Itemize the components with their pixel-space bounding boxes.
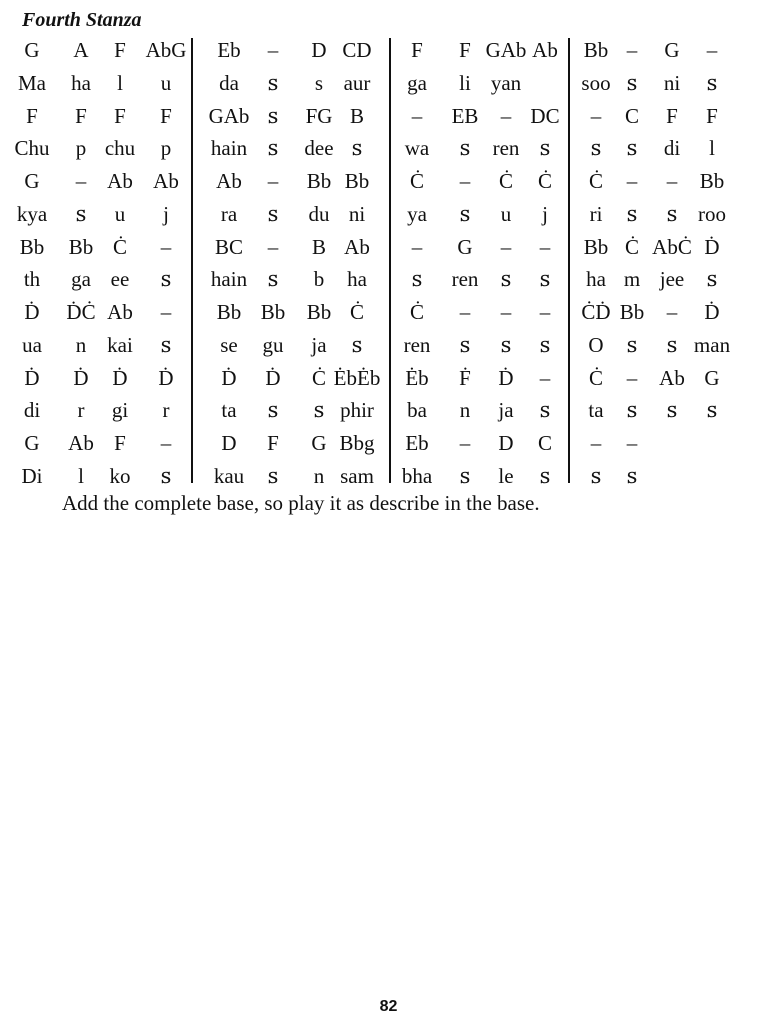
note-cell: DC (530, 103, 560, 128)
lyric-cell: ꜱ (539, 332, 551, 357)
lyric-cell: ren (492, 136, 520, 161)
lyric-cell: ꜱ (706, 398, 718, 423)
lyric-cell: ꜱ (267, 398, 279, 423)
note-cell: F (411, 38, 423, 62)
lyric-cell: ꜱ (500, 267, 512, 292)
lyric-cell: li (459, 70, 471, 95)
note-cell: – (500, 103, 512, 128)
note-cell: Bb (19, 234, 45, 259)
note-cell: – (500, 234, 512, 259)
lyric-cell: ꜱ (539, 136, 551, 161)
lyric-cell: ni (348, 201, 366, 226)
lyric-cell: ga (71, 267, 91, 292)
note-cell: – (666, 300, 678, 324)
note-cell: Ċ (588, 169, 604, 193)
lyric-cell: kai (107, 332, 133, 357)
lyric-cell: ꜱ (459, 201, 471, 226)
lyric-cell: ꜱ (539, 267, 551, 292)
lyric-cell: l (709, 136, 715, 161)
lyric-cell: ꜱ (626, 463, 638, 488)
note-cell: Ab (107, 300, 133, 324)
note-cell: ĖbĖb (333, 365, 381, 390)
lyric-cell: ni (663, 70, 681, 95)
note-cell: – (539, 365, 551, 390)
note-cell: – (160, 300, 172, 324)
lyric-cell: ꜱ (626, 398, 638, 423)
lyric-cell: kya (16, 201, 48, 226)
note-cell: Ċ (624, 234, 640, 259)
note-cell: – (539, 234, 551, 259)
note-cell: Bbg (339, 431, 375, 455)
note-cell: C (537, 431, 553, 455)
note-cell: Ċ (498, 169, 514, 193)
note-cell: – (75, 169, 87, 193)
lyric-cell: ꜱ (666, 201, 678, 226)
lyric-cell: hain (210, 136, 248, 161)
lyric-cell: ꜱ (539, 398, 551, 423)
lyric-cell: ꜱ (351, 136, 363, 161)
lyric-cell: ba (407, 398, 427, 423)
lyric-cell: soo (581, 70, 611, 95)
lyric-cell: se (220, 332, 238, 357)
note-cell: Bb (216, 300, 242, 324)
note-cell: – (500, 300, 512, 324)
lyric-cell: man (693, 332, 731, 357)
lyric-cell: ꜱ (411, 267, 423, 292)
note-cell: A (73, 38, 89, 62)
note-cell: ĊḊ (581, 300, 611, 324)
note-cell: GAb (485, 38, 527, 62)
note-cell: F (459, 38, 471, 62)
lyric-cell: s (314, 70, 324, 95)
note-cell: – (459, 169, 471, 193)
lyric-cell: p (160, 136, 172, 161)
lyric-cell: ren (403, 332, 431, 357)
note-cell: ḊĊ (66, 300, 96, 324)
note-cell: G (24, 169, 40, 193)
lyric-cell: b (313, 267, 325, 292)
lyric-cell: u (114, 201, 126, 226)
lyric-cell: Chu (14, 136, 50, 161)
note-cell: Ḋ (73, 365, 89, 390)
note-cell: Ċ (409, 169, 425, 193)
lyric-cell: ꜱ (590, 136, 602, 161)
note-cell: D (311, 38, 327, 62)
note-cell: F (267, 431, 279, 455)
lyric-cell: gi (111, 398, 129, 423)
note-cell: – (590, 431, 602, 455)
lyric-cell: ꜱ (706, 70, 718, 95)
lyric-cell: ja (311, 332, 327, 357)
lyric-cell: hain (210, 267, 248, 292)
note-cell: G (311, 431, 327, 455)
lyric-cell: ja (498, 398, 514, 423)
note-cell: F (706, 103, 718, 128)
note-cell: G (664, 38, 680, 62)
lyric-cell: bha (401, 463, 433, 488)
lyric-cell: l (117, 70, 123, 95)
note-cell: Bb (344, 169, 370, 193)
note-cell: G (24, 431, 40, 455)
lyric-cell: ꜱ (626, 136, 638, 161)
instruction-note: Add the complete base, so play it as describe in the base. (62, 491, 540, 515)
note-cell: Bb (583, 38, 609, 62)
lyric-cell: yan (490, 70, 522, 95)
lyric-cell: roo (698, 201, 726, 226)
lyric-cell: ꜱ (459, 463, 471, 488)
lyric-cell: n (313, 463, 325, 488)
lyric-cell: ha (71, 70, 91, 95)
note-cell: F (26, 103, 38, 128)
note-cell: Ab (532, 38, 558, 62)
lyric-cell: ꜱ (666, 398, 678, 423)
lyric-cell: ren (451, 267, 479, 292)
lyric-cell: ꜱ (626, 201, 638, 226)
note-cell: Ab (153, 169, 179, 193)
note-cell: – (626, 365, 638, 390)
note-cell: F (114, 38, 126, 62)
note-cell: Ḋ (498, 365, 514, 390)
lyric-cell: da (219, 70, 239, 95)
lyric-cell: ya (407, 201, 427, 226)
note-cell: F (160, 103, 172, 128)
lyric-cell: Di (21, 463, 43, 488)
note-cell: AbĊ (652, 234, 692, 259)
lyric-cell: gu (262, 332, 284, 357)
bar-line-3 (568, 38, 570, 483)
note-cell: – (539, 300, 551, 324)
lyric-cell: di (23, 398, 41, 423)
lyric-cell: ꜱ (539, 463, 551, 488)
lyric-cell: ga (407, 70, 427, 95)
lyric-cell: ꜱ (160, 332, 172, 357)
note-cell: Ėb (405, 365, 429, 390)
note-cell: Ċ (588, 365, 604, 390)
note-cell: Bb (68, 234, 94, 259)
note-cell: – (267, 234, 279, 259)
lyric-cell: th (23, 267, 41, 292)
lyric-cell: ta (221, 398, 237, 423)
lyric-cell: ꜱ (666, 332, 678, 357)
note-cell: F (114, 431, 126, 455)
lyric-cell: jee (659, 267, 685, 292)
note-cell: – (411, 103, 423, 128)
note-cell: B (349, 103, 365, 128)
lyric-cell: ri (589, 201, 603, 226)
note-cell: – (160, 234, 172, 259)
lyric-cell: n (459, 398, 471, 423)
note-cell: D (498, 431, 514, 455)
lyric-cell: sam (340, 463, 374, 488)
lyric-cell: ꜱ (160, 267, 172, 292)
lyric-cell: ꜱ (351, 332, 363, 357)
note-cell: G (457, 234, 473, 259)
note-cell: Bb (306, 169, 332, 193)
note-cell: Ab (216, 169, 242, 193)
note-cell: Ab (107, 169, 133, 193)
note-cell: C (624, 103, 640, 128)
lyric-cell: ꜱ (706, 267, 718, 292)
stanza-title: Fourth Stanza (22, 9, 142, 31)
note-cell: – (590, 103, 602, 128)
note-cell: Ċ (409, 300, 425, 324)
lyric-cell: ꜱ (75, 201, 87, 226)
note-cell: – (411, 234, 423, 259)
note-cell: Ḋ (265, 365, 281, 390)
note-cell: Ab (68, 431, 94, 455)
lyric-cell: l (78, 463, 84, 488)
note-cell: Ḋ (158, 365, 174, 390)
note-cell: G (704, 365, 720, 390)
lyric-cell: j (542, 201, 548, 226)
note-cell: Bb (583, 234, 609, 259)
note-cell: Bb (260, 300, 286, 324)
note-cell: – (267, 38, 279, 62)
lyric-cell: ha (586, 267, 606, 292)
note-cell: Ḋ (112, 365, 128, 390)
lyric-cell: ꜱ (626, 332, 638, 357)
note-cell: – (267, 169, 279, 193)
note-cell: F (75, 103, 87, 128)
lyric-cell: O (588, 332, 604, 357)
lyric-cell: ꜱ (267, 463, 279, 488)
lyric-cell: kau (213, 463, 245, 488)
lyric-cell: ta (588, 398, 604, 423)
lyric-cell: r (162, 398, 170, 423)
note-cell: F (666, 103, 678, 128)
note-cell: Ab (659, 365, 685, 390)
note-cell: Eb (217, 38, 241, 62)
lyric-cell: ꜱ (626, 70, 638, 95)
lyric-cell: ꜱ (500, 332, 512, 357)
note-cell: – (666, 169, 678, 193)
bar-line-2 (389, 38, 391, 483)
note-cell: Bb (699, 169, 725, 193)
lyric-cell: ꜱ (313, 398, 325, 423)
note-cell: – (626, 38, 638, 62)
note-cell: Ċ (311, 365, 327, 390)
lyric-cell: p (75, 136, 87, 161)
note-cell: EB (451, 103, 479, 128)
lyric-cell: ra (220, 201, 238, 226)
note-cell: Ċ (112, 234, 128, 259)
note-cell: Ab (344, 234, 370, 259)
note-cell: Bb (619, 300, 645, 324)
note-cell: GAb (208, 103, 250, 128)
note-cell: D (221, 431, 237, 455)
lyric-cell: ꜱ (459, 332, 471, 357)
page-number: 82 (379, 998, 398, 1015)
lyric-cell: wa (404, 136, 430, 161)
note-cell: F (114, 103, 126, 128)
lyric-cell: u (160, 70, 172, 95)
lyric-cell: ꜱ (459, 136, 471, 161)
lyric-cell: ꜱ (267, 267, 279, 292)
note-cell: Ċ (349, 300, 365, 324)
note-cell: Ḋ (704, 234, 720, 259)
note-cell: Ḋ (24, 365, 40, 390)
lyric-cell: le (498, 463, 514, 488)
note-cell: ꜱ (267, 103, 279, 128)
lyric-cell: aur (343, 70, 371, 95)
lyric-cell: n (75, 332, 87, 357)
note-cell: – (459, 300, 471, 324)
lyric-cell: di (663, 136, 681, 161)
lyric-cell: ua (22, 332, 42, 357)
lyric-cell: ꜱ (267, 201, 279, 226)
note-cell: – (459, 431, 471, 455)
note-cell: Ḟ (459, 365, 471, 390)
lyric-cell: ꜱ (160, 463, 172, 488)
note-cell: Ḋ (704, 300, 720, 324)
note-cell: – (706, 38, 718, 62)
lyric-cell: ꜱ (267, 70, 279, 95)
note-cell: FG (305, 103, 333, 128)
lyric-cell: dee (304, 136, 334, 161)
lyric-cell: r (77, 398, 85, 423)
lyric-cell: ꜱ (590, 463, 602, 488)
lyric-cell: phir (340, 398, 374, 423)
lyric-cell: Ma (18, 70, 46, 95)
note-cell: Ḋ (24, 300, 40, 324)
note-cell: BC (214, 234, 244, 259)
lyric-cell: du (308, 201, 330, 226)
note-cell: – (626, 169, 638, 193)
lyric-cell: ko (109, 463, 131, 488)
note-cell: Ċ (537, 169, 553, 193)
note-cell: Bb (306, 300, 332, 324)
note-cell: B (311, 234, 327, 259)
note-cell: CD (342, 38, 372, 62)
note-cell: G (24, 38, 40, 62)
note-cell: – (626, 431, 638, 455)
note-cell: – (160, 431, 172, 455)
lyric-cell: u (500, 201, 512, 226)
lyric-cell: chu (104, 136, 136, 161)
note-cell: AbG (145, 38, 187, 62)
lyric-cell: m (623, 267, 641, 292)
bar-line-1 (191, 38, 193, 483)
lyric-cell: ee (110, 267, 130, 292)
lyric-cell: ꜱ (267, 136, 279, 161)
note-cell: Eb (405, 431, 429, 455)
lyric-cell: ha (347, 267, 367, 292)
lyric-cell: j (163, 201, 169, 226)
note-cell: Ḋ (221, 365, 237, 390)
